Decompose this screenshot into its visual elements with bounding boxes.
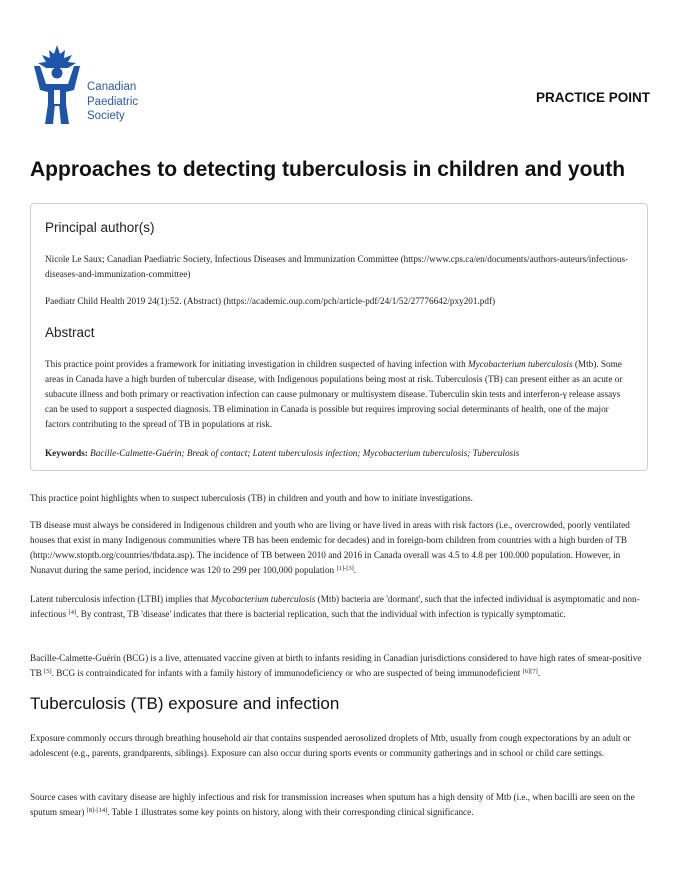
logo-wordmark bbox=[87, 80, 138, 124]
intro-paragraph: This practice point highlights when to suspect tuberculosis (TB) in children and youth and how to initiate investigations. bbox=[30, 493, 473, 503]
abstract-text: This practice point provides a framework for initiating investigation in children suspected of having infection with Mycobacterium tuberculosis (Mtb). Some areas in Canada have a high burden of tubercular disease, with Indigenous populations being most at risk. Tuberculosis (TB) can present either as an acute or subacute illness and both primary or reactivation infection can cause pulmonary or multisystem disease. Tuberculin skin tests and interferon-γ release assays can be used to support a suspected diagnosis. TB elimination in Canada is possible but requires improving social determinants of health, one of the major factors contributing to the spread of TB in populations at risk. bbox=[45, 359, 623, 429]
source-cases-paragraph: Source cases with cavitary disease are highly infectious and risk for transmission increases when sputum has a high density of Mtb (i.e., when bacilli are seen on the sputum smear) [8]-[14]. Table 1 illustrates some key points on history, along with their corresponding clinical significance. bbox=[30, 792, 635, 817]
cps-logo bbox=[28, 44, 168, 128]
author-line: Nicole Le Saux; Canadian Paediatric Society, Infectious Diseases and Immunization Committee (https://www.cps.ca/en/documents/authors-auteurs/infectious-diseases-and-immunization-committee) bbox=[45, 254, 629, 279]
author-heading: Principal author(s) bbox=[45, 220, 155, 235]
document-type-label: PRACTICE POINT bbox=[535, 90, 650, 105]
logo-line-1: Canadian bbox=[87, 81, 137, 93]
logo-line-3: Society bbox=[87, 110, 125, 122]
abstract-heading: Abstract bbox=[45, 325, 95, 340]
maple-leaf-child-icon bbox=[28, 44, 86, 128]
keywords-line: Keywords: Bacille-Calmette-Guérin; Break of contact; Latent tuberculosis infection; Mycobacterium tuberculosis; Tuberculosis bbox=[45, 448, 520, 458]
section-heading: Tuberculosis (TB) exposure and infection bbox=[30, 694, 340, 713]
summary-box bbox=[30, 203, 648, 471]
logo-line-2: Paediatric bbox=[87, 95, 139, 108]
bcg-paragraph: Bacille-Calmette-Guérin (BCG) is a live, attenuated vaccine given at birth to infants residing in Canadian jurisdictions considered to have high rates of smear-positive TB [5]. BCG is contraindicated for infants with a family history of immunodeficiency or who are suspected of being immunodeficient [6][7]. bbox=[30, 653, 642, 678]
ltbi-paragraph: Latent tuberculosis infection (LTBI) implies that Mycobacterium tuberculosis (Mtb) bacteria are 'dormant', such that the infected individual is asymptomatic and non-infectious [4]. By contrast, TB 'disease' indicates that there is bacterial replication, such that the individual with infection is typically symptomatic. bbox=[30, 594, 640, 619]
page-title: Approaches to detecting tuberculosis in children and youth bbox=[30, 158, 626, 181]
tb-disease-paragraph: TB disease must always be considered in Indigenous children and youth who are living or have lived in areas with risk factors (i.e., overcrowded, poorly ventilated houses that exist in many Indigenous communities where TB has been endemic for decades) and in foreign-born children from countries with a high burden of TB (http://www.stoptb.org/countries/tbdata.asp). The incidence of TB between 2010 and 2016 in Canada overall was 4.5 to 4.8 per 100.000 population. However, in Nunavut during the same period, incidence was 120 to 299 per 100,000 population [1]-[3]. bbox=[30, 520, 630, 575]
citation-line: Paediatr Child Health 2019 24(1):52. (Abstract) (https://academic.oup.com/pch/article-pdf/24/1/52/27776642/pxy201.pdf) bbox=[45, 296, 496, 306]
exposure-paragraph: Exposure commonly occurs through breathing household air that contains suspended aerosolized droplets of Mtb, usually from cough expectorations by an adult or adolescent (e.g., parents, grandparents, siblings). Exposure can also occur during sports events or community gatherings and in school or child care settings. bbox=[30, 733, 631, 758]
